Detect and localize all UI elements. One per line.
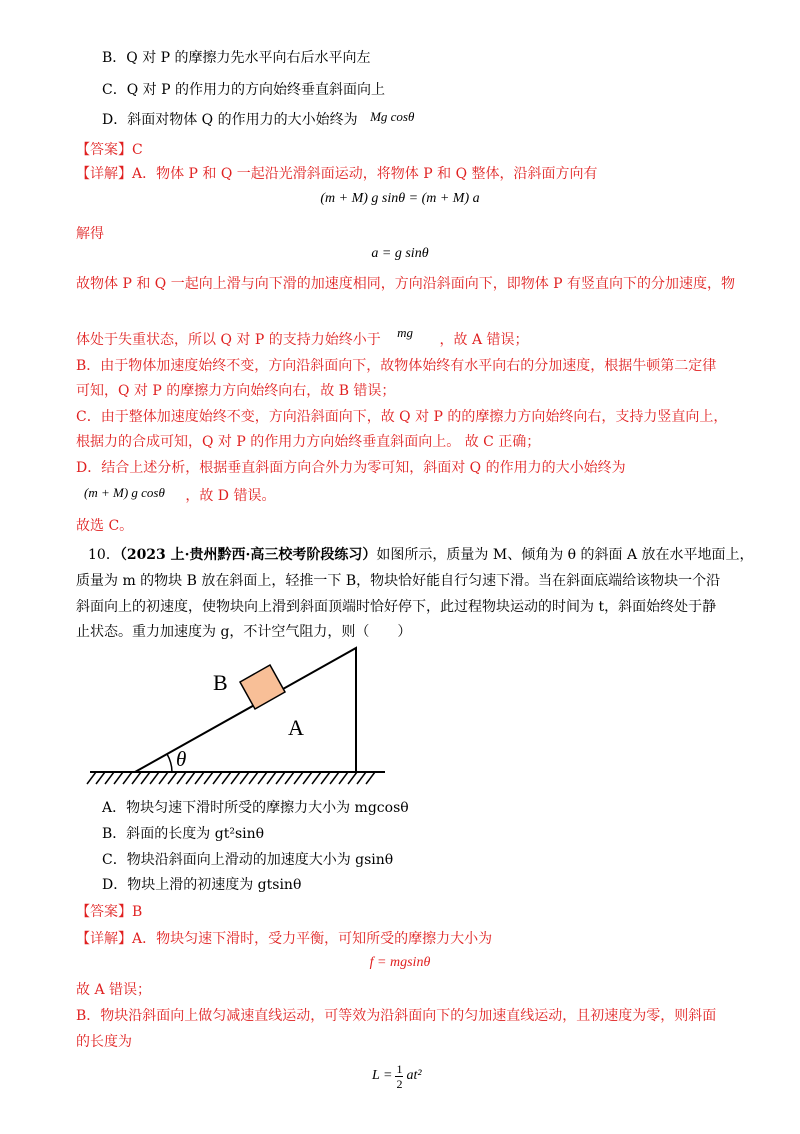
q9-explain-label: 【详解】 — [76, 166, 132, 182]
hatch-mark — [240, 772, 249, 784]
q9-explain-b2: 可知，Q 对 P 的摩擦力方向始终向右，故 B 错误； — [76, 383, 396, 399]
hatch-mark — [141, 772, 150, 784]
hatch-mark — [267, 772, 276, 784]
hatch-mark — [168, 772, 177, 784]
q10-explain-a2: 故 A 错误； — [76, 982, 152, 998]
hatch-mark — [258, 772, 267, 784]
hatch-mark — [276, 772, 285, 784]
q9-explain-a3-pre: 体处于失重状态，所以 Q 对 P 的支持力始终小于 — [76, 332, 381, 348]
hatch-mark — [159, 772, 168, 784]
q9-option-d-text: D．斜面对物体 Q 的作用力的大小始终为 — [102, 112, 358, 128]
q10-option-b: B．斜面的长度为 gt²sinθ — [102, 826, 265, 842]
q10-stem-line3: 斜面向上的初速度，使物块向上滑到斜面顶端时恰好停下，此过程物块运动的时间为 t，斜面始终处于静 — [76, 599, 717, 615]
q9-solve-label: 解得 — [76, 226, 104, 242]
q10-explain-label: 【详解】 — [76, 931, 132, 947]
hatch-mark — [348, 772, 357, 784]
hatch-mark — [285, 772, 294, 784]
hatch-mark — [303, 772, 312, 784]
q9-explain-d2-formula: (m + M) g cosθ — [84, 485, 165, 500]
hatch-mark — [213, 772, 222, 784]
q10-equation-2 — [372, 1056, 422, 1096]
q9-equation-1: (m + M) g sinθ = (m + M) a — [320, 191, 480, 206]
q9-option-b: B．Q 对 P 的摩擦力先水平向右后水平向左 — [102, 50, 371, 66]
hatch-mark — [222, 772, 231, 784]
q10-option-a: A．物块匀速下滑时所受的摩擦力大小为 mgcosθ — [102, 800, 409, 816]
hatch-mark — [96, 772, 105, 784]
q10-explain-a1 — [76, 929, 492, 949]
ground-hatching — [87, 772, 375, 784]
q10-eq2-left: L = — [372, 1068, 393, 1083]
hatch-mark — [321, 772, 330, 784]
incline-a — [135, 648, 356, 772]
q10-equation-1: f = mgsinθ — [369, 955, 431, 970]
q10-number: 10． — [88, 547, 120, 563]
q9-equation-2: a = g sinθ — [371, 246, 429, 261]
angle-arc — [167, 754, 172, 772]
q10-explain-b2: 的长度为 — [76, 1034, 132, 1050]
q9-explain-c1: C．由于整体加速度始终不变，方向沿斜面向下，故 Q 对 P 的的摩擦力方向始终向右，支持力竖直向上， — [76, 409, 728, 425]
q10-stem-line2: 质量为 m 的物块 B 放在斜面上，轻推一下 B，物块恰好能自行匀速下滑。当在斜面底端给该物块一个沿 — [76, 573, 721, 589]
hatch-mark — [249, 772, 258, 784]
hatch-mark — [330, 772, 339, 784]
block-b — [240, 665, 285, 709]
hatch-mark — [195, 772, 204, 784]
q9-explain-a3-post: ，故 A 错误； — [439, 332, 529, 348]
hatch-mark — [177, 772, 186, 784]
q10-eq2-right: at² — [406, 1068, 422, 1083]
q9-option-d-formula: Mg cosθ — [370, 109, 415, 124]
q10-explain-b1: B．物块沿斜面向上做匀减速直线运动，可等效为沿斜面向下的匀加速直线运动，且初速度为零，则斜面 — [76, 1008, 717, 1024]
q10-eq2-denominator: 2 — [396, 1076, 403, 1091]
hatch-mark — [339, 772, 348, 784]
q10-source: （2023 上·贵州黔西·高三校考阶段练习） — [119, 547, 377, 563]
q9-explain-a2: 故物体 P 和 Q 一起向上滑与向下滑的加速度相同，方向沿斜面向下，即物体 P 有竖直向下的分加速度，物 — [76, 276, 736, 292]
hatch-mark — [132, 772, 141, 784]
q10-answer-label: 【答案】 — [76, 904, 132, 920]
q9-option-c: C．Q 对 P 的作用力的方向始终垂直斜面向上 — [102, 82, 385, 98]
hatch-mark — [294, 772, 303, 784]
q10-option-c: C．物块沿斜面向上滑动的加速度大小为 gsinθ — [102, 852, 394, 868]
q10-answer — [76, 902, 142, 922]
hatch-mark — [186, 772, 195, 784]
hatch-mark — [312, 772, 321, 784]
hatch-mark — [357, 772, 366, 784]
hatch-mark — [204, 772, 213, 784]
q9-explain-b1: B．由于物体加速度始终不变，方向沿斜面向下，故物体始终有水平向右的分加速度，根据牛顿第二定律 — [76, 358, 717, 374]
hatch-mark — [231, 772, 240, 784]
label-angle-theta: θ — [176, 747, 187, 771]
label-incline-a: A — [288, 715, 304, 740]
hatch-mark — [114, 772, 123, 784]
q9-explain-a3-formula: mg — [397, 325, 414, 340]
q10-answer-value: B — [132, 904, 143, 920]
q9-explain-d2-post: ，故 D 错误。 — [185, 488, 276, 504]
hatch-mark — [87, 772, 96, 784]
q9-choose: 故选 C。 — [76, 518, 134, 534]
q9-answer-value: C — [132, 142, 143, 158]
hatch-mark — [123, 772, 132, 784]
q10-option-d: D．物块上滑的初速度为 gtsinθ — [102, 877, 302, 893]
q9-explain-d1: D．结合上述分析，根据垂直斜面方向合外力为零可知，斜面对 Q 的作用力的大小始终为 — [76, 460, 626, 476]
q10-eq2-numerator: 1 — [396, 1061, 403, 1076]
label-block-b: B — [213, 670, 228, 695]
q9-answer-label: 【答案】 — [76, 142, 132, 158]
q9-explain-a1-text: A．物体 P 和 Q 一起沿光滑斜面运动，将物体 P 和 Q 整体，沿斜面方向有 — [132, 166, 598, 182]
hatch-mark — [105, 772, 114, 784]
q10-explain-a1-text: A．物块匀速下滑时，受力平衡，可知所受的摩擦力大小为 — [132, 931, 493, 947]
q10-eq2-fraction — [395, 1062, 403, 1091]
hatch-mark — [366, 772, 375, 784]
q10-stem-line1-text: 如图所示，质量为 M、倾角为 θ 的斜面 A 放在水平地面上， — [376, 547, 754, 563]
q9-explain-c2: 根据力的合成可知，Q 对 P 的作用力方向始终垂直斜面向上。 故 C 正确； — [76, 434, 541, 450]
q10-stem-line4: 止状态。重力加速度为 g，不计空气阻力，则（ ） — [76, 624, 412, 640]
hatch-mark — [150, 772, 159, 784]
